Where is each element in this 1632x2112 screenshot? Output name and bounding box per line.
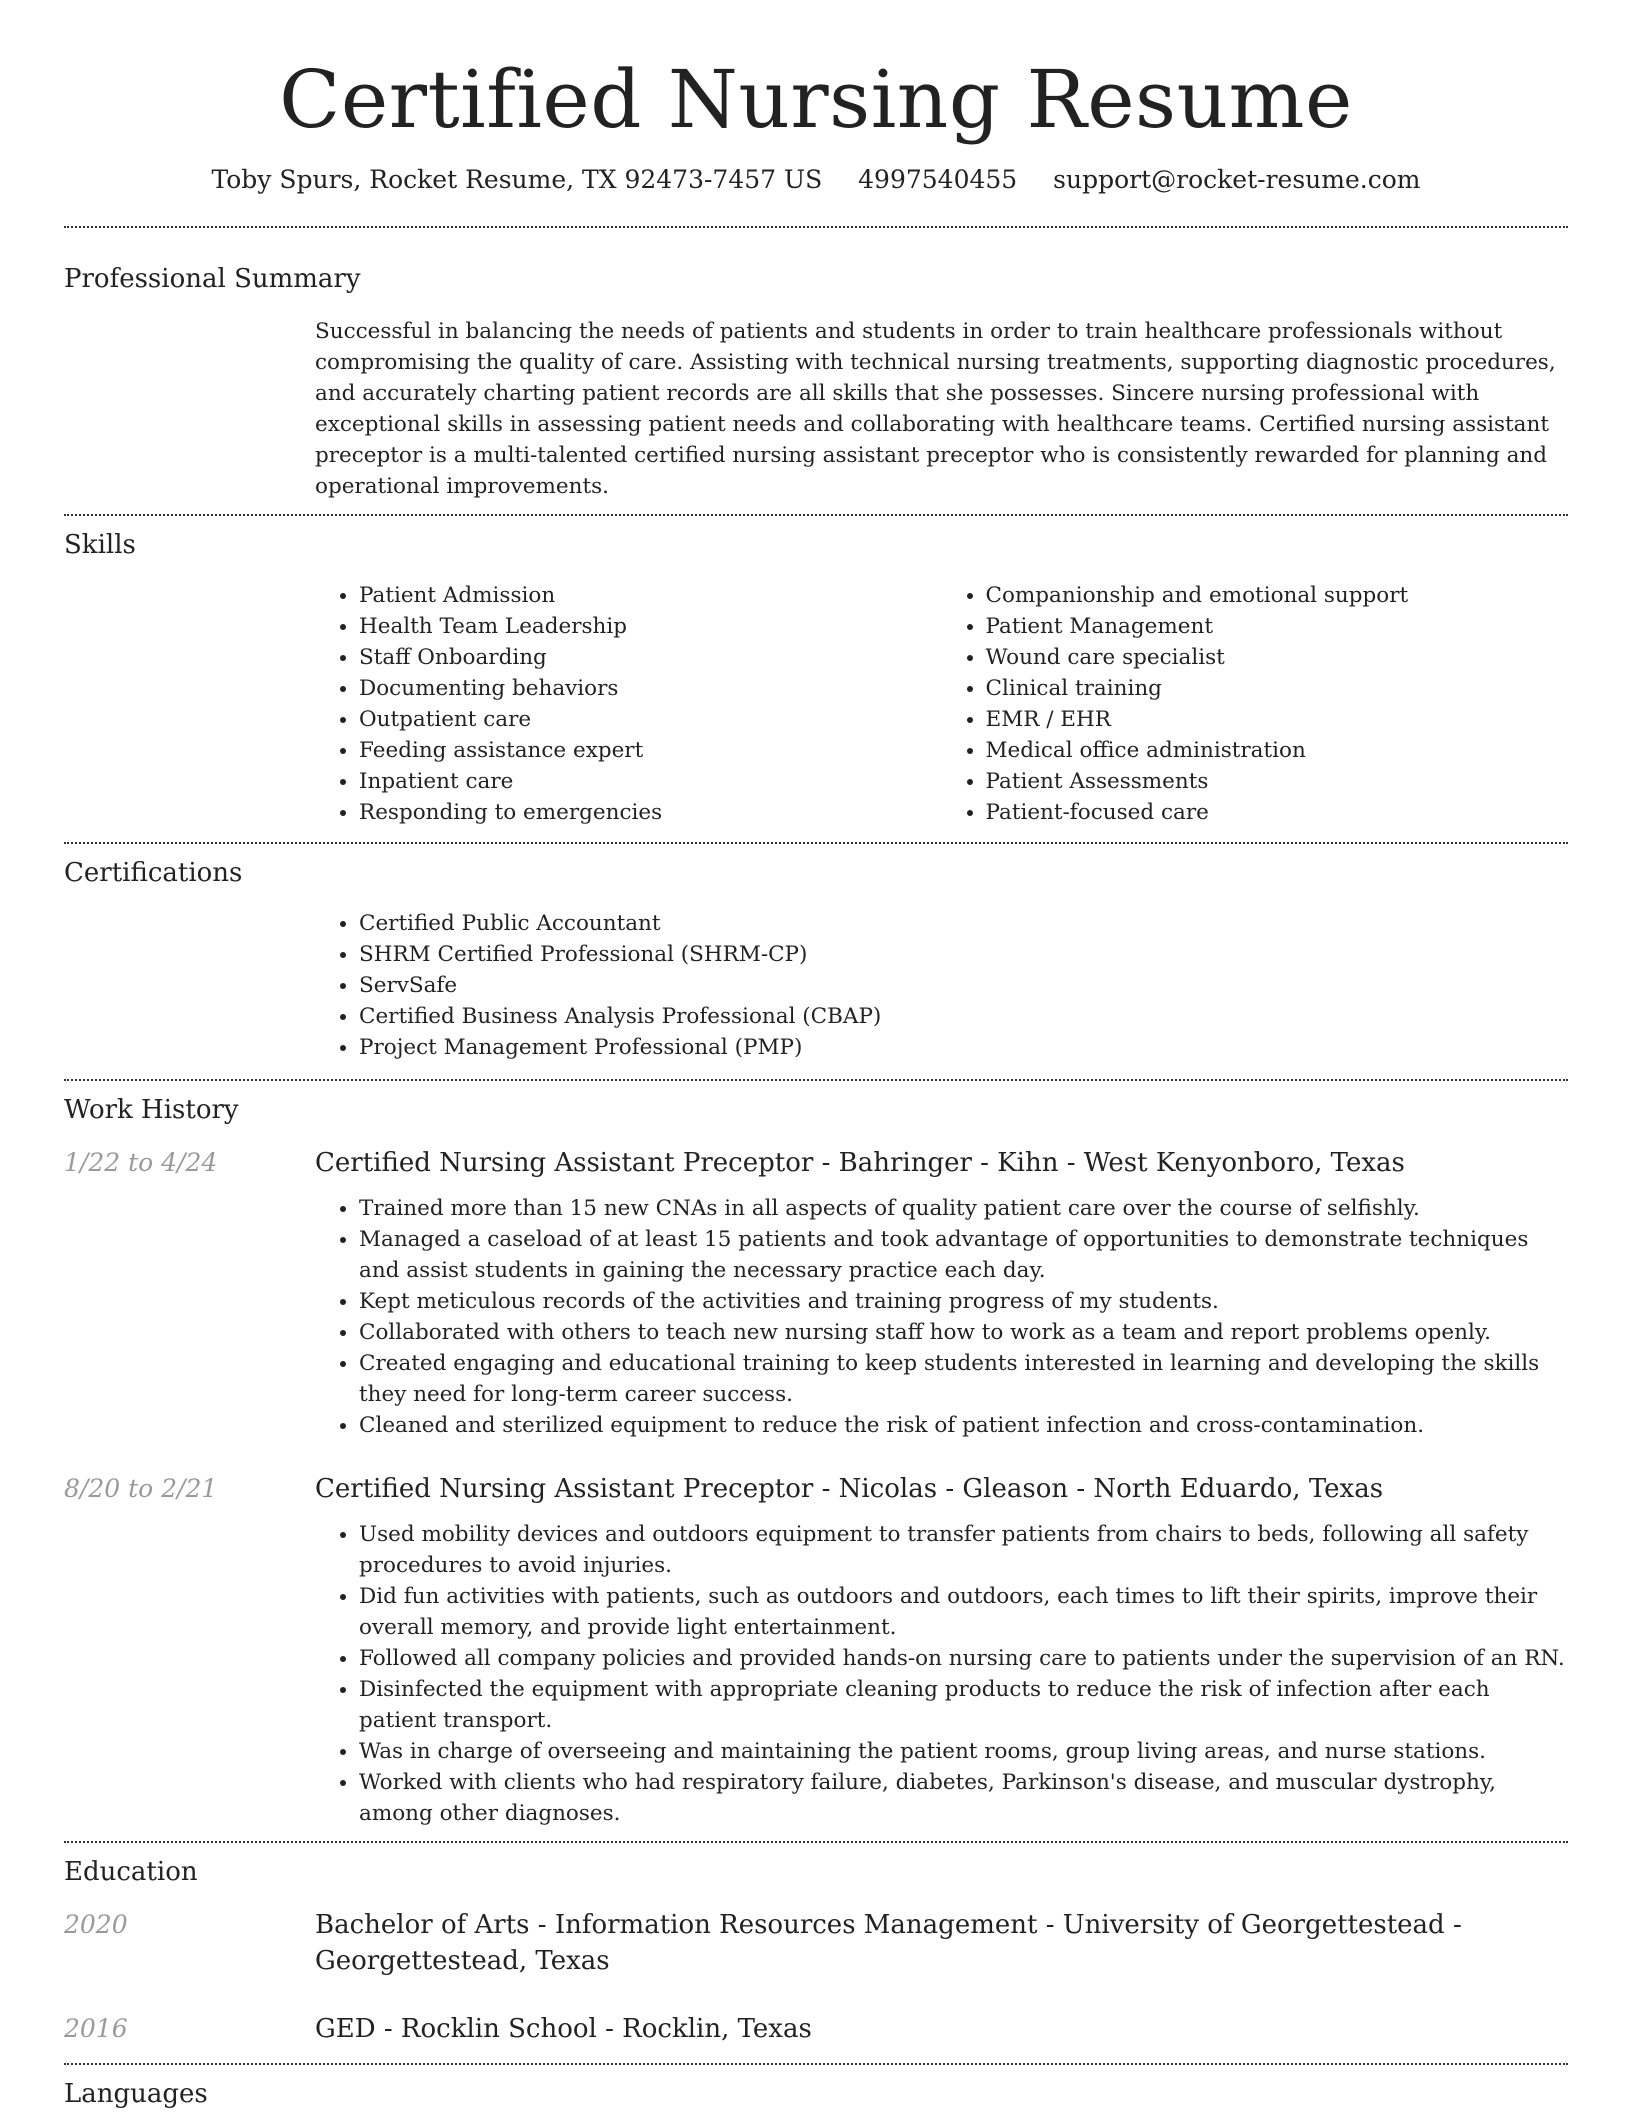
contact-phone: 4997540455 — [858, 165, 1018, 194]
job-entry — [64, 1145, 1568, 1441]
skills-heading: Skills — [64, 530, 136, 560]
resume-title: Certified Nursing Resume — [279, 53, 1353, 146]
education-entry — [64, 2011, 1568, 2047]
certification-item: • Certified Public Accountant — [359, 908, 1568, 939]
certifications-section — [64, 844, 1568, 1063]
job-bullet: • Collaborated with others to teach new nursing staff how to work as a team and report problems openly. — [359, 1317, 1568, 1348]
education-heading: Education — [64, 1857, 198, 1887]
job-title: Certified Nursing Assistant Preceptor - Nicolas - Gleason - North Eduardo, Texas — [315, 1474, 1384, 1504]
skills-list-left — [315, 580, 942, 828]
resume-page — [64, 0, 1568, 2111]
contact-line — [64, 164, 1568, 196]
job-dates: 1/22 to 4/24 — [64, 1148, 218, 1177]
skill-item: • Patient-focused care — [986, 797, 1569, 828]
job-bullet: • Used mobility devices and outdoors equipment to transfer patients from chairs to beds, following all safety procedures to avoid injuries. — [359, 1519, 1568, 1581]
education-entry — [64, 1907, 1568, 1979]
summary-section — [64, 228, 1568, 502]
contact-email: support@rocket-resume.com — [1053, 165, 1421, 194]
skill-item: • EMR / EHR — [986, 704, 1569, 735]
job-bullet: • Followed all company policies and provided hands-on nursing care to patients under the supervision of an RN. — [359, 1643, 1568, 1674]
job-bullet: • Cleaned and sterilized equipment to reduce the risk of patient infection and cross-contamination. — [359, 1410, 1568, 1441]
skills-list-right — [942, 580, 1569, 828]
skill-item: • Wound care specialist — [986, 642, 1569, 673]
job-bullets — [315, 1193, 1568, 1441]
skill-item: • Patient Admission — [359, 580, 942, 611]
skill-item: • Medical office administration — [986, 735, 1569, 766]
summary-heading: Professional Summary — [64, 264, 361, 294]
job-bullet: • Was in charge of overseeing and maintaining the patient rooms, group living areas, and nurse stations. — [359, 1736, 1568, 1767]
job-title: Certified Nursing Assistant Preceptor - Bahringer - Kihn - West Kenyonboro, Texas — [315, 1148, 1405, 1178]
job-bullet: • Created engaging and educational training to keep students interested in learning and developing the skills they need for long-term career success. — [359, 1348, 1568, 1410]
education-year: 2016 — [64, 2014, 128, 2043]
certification-item: • SHRM Certified Professional (SHRM-CP) — [359, 939, 1568, 970]
job-bullet: • Kept meticulous records of the activities and training progress of my students. — [359, 1286, 1568, 1317]
contact-address: Toby Spurs, Rocket Resume, TX 92473-7457 US — [211, 165, 823, 194]
skill-item: • Responding to emergencies — [359, 797, 942, 828]
skill-item: • Feeding assistance expert — [359, 735, 942, 766]
summary-text: Successful in balancing the needs of patients and students in order to train healthcare professionals without compromising the quality of care. Assisting with technical nursing treatments, supporting diagnostic procedures, and accurately charting patient records are all skills that she possesses. Sincere nursing professional with exceptional skills in assessing patient needs and collaborating with healthcare teams. Certified nursing assistant preceptor is a multi-talented certified nursing assistant preceptor who is consistently rewarded for planning and operational improvements. — [315, 319, 1556, 499]
certification-item: • Project Management Professional (PMP) — [359, 1032, 1568, 1063]
job-bullet: • Managed a caseload of at least 15 patients and took advantage of opportunities to demonstrate techniques and assist students in gaining the necessary practice each day. — [359, 1224, 1568, 1286]
skill-item: • Health Team Leadership — [359, 611, 942, 642]
certifications-heading: Certifications — [64, 858, 243, 888]
skill-item: • Outpatient care — [359, 704, 942, 735]
education-detail: Bachelor of Arts - Information Resources Management - University of Georgettestead - Georgettestead, Texas — [315, 1910, 1462, 1976]
skills-section — [64, 516, 1568, 828]
certification-item: • ServSafe — [359, 970, 1568, 1001]
education-detail: GED - Rocklin School - Rocklin, Texas — [315, 2014, 812, 2044]
skill-item: • Staff Onboarding — [359, 642, 942, 673]
job-bullet: • Disinfected the equipment with appropriate cleaning products to reduce the risk of infection after each patient transport. — [359, 1674, 1568, 1736]
job-bullet: • Worked with clients who had respiratory failure, diabetes, Parkinson's disease, and muscular dystrophy, among other diagnoses. — [359, 1767, 1568, 1829]
certification-item: • Certified Business Analysis Professional (CBAP) — [359, 1001, 1568, 1032]
education-section — [64, 1843, 1568, 2047]
skill-item: • Documenting behaviors — [359, 673, 942, 704]
job-entry — [64, 1471, 1568, 1829]
job-dates: 8/20 to 2/21 — [64, 1474, 218, 1503]
languages-heading: Languages — [64, 2079, 208, 2109]
skill-item: • Clinical training — [986, 673, 1569, 704]
education-year: 2020 — [64, 1910, 128, 1939]
skill-item: • Companionship and emotional support — [986, 580, 1569, 611]
skill-item: • Patient Management — [986, 611, 1569, 642]
job-bullet: • Trained more than 15 new CNAs in all aspects of quality patient care over the course of selfishly. — [359, 1193, 1568, 1224]
work-history-heading: Work History — [64, 1095, 239, 1125]
job-bullet: • Did fun activities with patients, such as outdoors and outdoors, each times to lift their spirits, improve their overall memory, and provide light entertainment. — [359, 1581, 1568, 1643]
job-bullets — [315, 1519, 1568, 1829]
skill-item: • Patient Assessments — [986, 766, 1569, 797]
work-history-section — [64, 1081, 1568, 1829]
certifications-list — [315, 908, 1568, 1063]
languages-section — [64, 2065, 1568, 2111]
skill-item: • Inpatient care — [359, 766, 942, 797]
